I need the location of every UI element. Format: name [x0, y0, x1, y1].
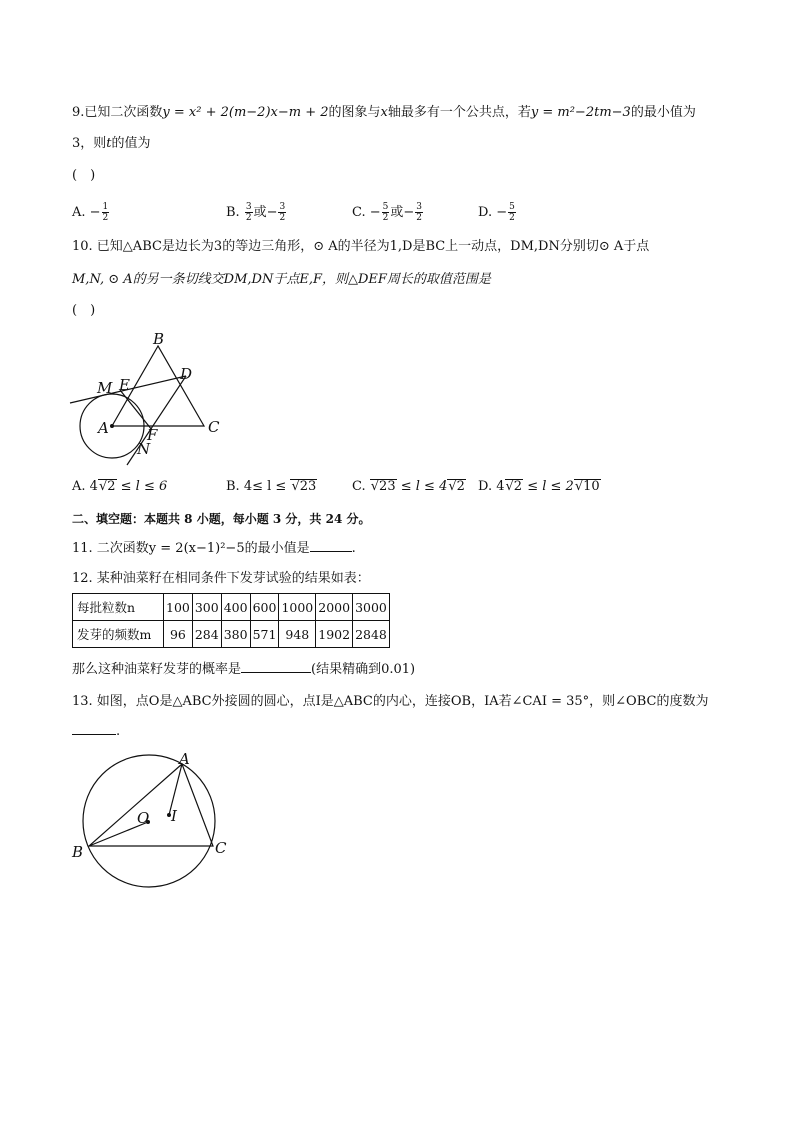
q9-var-x: x	[380, 105, 388, 120]
fraction-denominator: 2	[245, 213, 252, 223]
radicand: 10	[583, 479, 600, 494]
q9-line2-a: 3，则	[72, 136, 107, 151]
q10-option-a-post: ≤ l ≤ 6	[116, 479, 168, 494]
q10-option-d-mid: ≤ l ≤ 2	[523, 479, 574, 494]
q9-option-c-or: 或−	[390, 205, 415, 220]
q10-option-c-mid: ≤ l ≤ 4	[396, 479, 448, 494]
radicand: 2	[456, 479, 465, 494]
q9-line2-b: 的值为	[111, 136, 151, 151]
fraction-numerator: 3	[279, 202, 286, 212]
table-row-label: 每批粒数n	[73, 594, 164, 621]
q9-option-b-label: B.	[226, 205, 244, 220]
label-a: A	[179, 750, 190, 768]
label-o: O	[137, 809, 150, 827]
q10-line1: 10. 已知△ABC是边长为3的等边三角形，⊙ A的半径为1,D是BC上一动点，DM,DN分别切⊙ A于点	[72, 239, 650, 254]
q10-paren: ( )	[72, 303, 96, 318]
q9-stem-a: 已知二次函数	[84, 105, 163, 120]
q11-text: 11. 二次函数y = 2(x−1)²−5的最小值是	[72, 541, 310, 556]
fraction-numerator: 5	[382, 202, 389, 212]
table-cell: 100	[164, 594, 193, 621]
label-d: D	[180, 365, 193, 383]
table-cell: 96	[164, 621, 193, 648]
fraction-denominator: 2	[416, 213, 423, 223]
q9-stem-b: 的图象与	[328, 105, 381, 120]
q11-end: .	[351, 541, 356, 556]
radicand: 2	[513, 479, 523, 494]
table-cell: 1902	[316, 621, 353, 648]
q9-function: y = x² + 2(m−2)x−m + 2	[162, 105, 329, 120]
q9-expression: y = m²−2tm−3	[530, 105, 631, 120]
label-c: C	[215, 839, 227, 857]
table-cell: 2848	[353, 621, 390, 648]
fraction-denominator: 2	[509, 213, 515, 223]
q9-paren: ( )	[72, 168, 96, 183]
label-e: E	[119, 376, 130, 394]
section-heading: 二、填空题：本题共 8 小题，每小题 3 分，共 24 分。	[72, 512, 371, 526]
label-m: M	[97, 379, 113, 397]
label-c: C	[208, 418, 220, 436]
table-cell: 948	[279, 621, 316, 648]
fraction-denominator: 2	[382, 213, 389, 223]
table-cell: 600	[250, 594, 279, 621]
q10-option-b-pre: B. 4≤ l ≤	[226, 479, 291, 494]
sqrt: √2	[505, 479, 523, 494]
sqrt: √23	[370, 479, 396, 494]
fraction-denominator: 2	[102, 213, 109, 223]
q9-stem-c: 轴最多有一个公共点，若	[387, 105, 531, 120]
table-cell: 3000	[353, 594, 390, 621]
q12-intro: 12. 某种油菜籽在相同条件下发芽试验的结果如表：	[72, 571, 370, 586]
q12-after-a: 那么这种油菜籽发芽的概率是	[72, 662, 242, 677]
q9-option-a-label: A. −	[72, 205, 101, 220]
q9-option-d-label: D. −	[478, 205, 508, 220]
label-f: F	[147, 426, 158, 444]
fraction-numerator: 5	[509, 202, 515, 212]
radicand: 2	[107, 479, 116, 494]
q9-number: 9.	[72, 105, 85, 120]
radicand: 23	[299, 479, 317, 494]
table-cell: 1000	[279, 594, 316, 621]
q12-after-b: (结果精确到0.01)	[311, 662, 416, 677]
q9-var-t: t	[106, 136, 112, 151]
q10-option-c-pre: C.	[352, 479, 370, 494]
label-b: B	[72, 843, 84, 861]
label-i: I	[171, 807, 177, 825]
table-cell: 300	[192, 594, 221, 621]
table-cell: 571	[250, 621, 279, 648]
fraction-denominator: 2	[279, 213, 286, 223]
label-n: N	[137, 440, 151, 458]
label-b: B	[153, 330, 165, 348]
q13-end: .	[116, 724, 121, 739]
table-cell: 400	[221, 594, 250, 621]
label-a: A	[98, 419, 109, 437]
fraction-numerator: 3	[416, 202, 423, 212]
triangle-abc	[89, 764, 213, 846]
sqrt: √2	[98, 479, 116, 494]
q9-stem-d: 的最小值为	[630, 105, 696, 120]
fraction-numerator: 3	[245, 202, 252, 212]
table-cell: 380	[221, 621, 250, 648]
q13-line1: 13. 如图，点O是△ABC外接圆的圆心，点I是△ABC的内心，连接OB，IA若∠CAI = 35°，则∠OBC的度数为	[72, 694, 709, 709]
q10-option-a-pre: A. 4	[72, 479, 98, 494]
sqrt: √23	[291, 479, 317, 494]
table-row-label: 发芽的频数m	[73, 621, 164, 648]
fraction-numerator: 1	[102, 202, 109, 212]
radicand: 23	[379, 479, 396, 494]
q9-option-c-label: C. −	[352, 205, 381, 220]
q9-option-b-or: 或−	[253, 205, 278, 220]
sqrt: √10	[574, 479, 600, 494]
q10-line2: M,N, ⊙ A的另一条切线交DM,DN于点E,F，则△DEF周长的取值范围是	[72, 272, 491, 287]
q10-option-d-pre: D. 4	[478, 479, 505, 494]
sqrt: √2	[448, 479, 465, 494]
table-cell: 284	[192, 621, 221, 648]
table-cell: 2000	[316, 594, 353, 621]
